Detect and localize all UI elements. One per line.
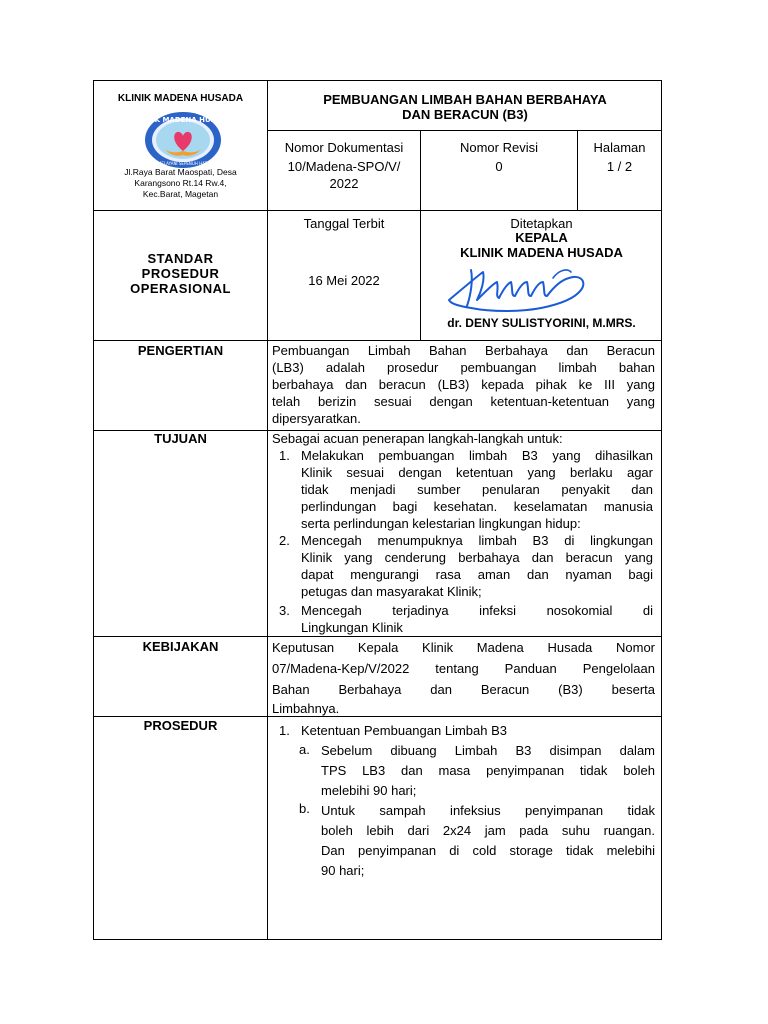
kebijakan-line-4: Limbahnya.: [272, 701, 340, 716]
issue-date-label: Tanggal Terbit: [303, 216, 385, 231]
logo-motto: MELAYANI SEPENUH HATI: [157, 161, 209, 166]
border-left: [93, 80, 94, 940]
tujuan-item-1-num: 1.: [279, 448, 290, 463]
tujuan-intro: Sebagai acuan penerapan langkah-langkah untuk:: [272, 431, 563, 446]
clinic-address-1: Jl.Raya Barat Maospati, Desa: [124, 167, 237, 177]
tujuan-label: TUJUAN: [154, 431, 207, 446]
prosedur-item-1-text: Ketentuan Pembuangan Limbah B3: [301, 723, 507, 738]
tujuan-item-2-line-1: Mencegah menumpuknya limbah B3 di lingkungan: [301, 533, 653, 548]
doc-number-label: Nomor Dokumentasi: [284, 140, 404, 155]
pengertian-line-4: telah berizin sesuai dengan ketentuan-ketentuan yang: [272, 394, 655, 409]
tujuan-item-3-line-1: Mencegah terjadinya infeksi nosokomial di: [301, 603, 653, 618]
tujuan-item-2-num: 2.: [279, 533, 290, 548]
document-title-line-2: DAN BERACUN (B3): [402, 107, 528, 122]
prosedur-item-1-num: 1.: [279, 723, 290, 738]
issue-date-value: 16 Mei 2022: [308, 273, 380, 288]
clinic-logo: [133, 111, 233, 169]
prosedur-sub-a-line-3: melebihi 90 hari;: [321, 783, 417, 798]
document-title-line-1: PEMBUANGAN LIMBAH BAHAN BERBAHAYA: [323, 92, 607, 107]
clinic-address-2: Karangsono Rt.14 Rw.4,: [134, 178, 227, 188]
header-divider: [93, 210, 662, 211]
sop-label-1: STANDAR: [147, 251, 214, 266]
sop-label-2: PROSEDUR: [141, 266, 220, 281]
column-divider: [267, 80, 268, 940]
sop-divider: [93, 340, 662, 341]
pengertian-line-3: berbahaya dan beracun (LB3) kepada pihak ke III yang: [272, 377, 655, 392]
prosedur-sub-a-line-1: Sebelum dibuang Limbah B3 disimpan dalam: [321, 743, 655, 758]
approver-name: dr. DENY SULISTYORINI, M.MRS.: [447, 316, 636, 330]
tujuan-item-1-line-5: serta perlindungan kelestarian lingkungan hidup:: [301, 516, 581, 531]
prosedur-sub-b-line-2: boleh lebih dari 2x24 jam pada suhu ruangan.: [321, 823, 655, 838]
pengertian-line-2: (LB3) adalah prosedur pembuangan limbah bahan: [272, 360, 655, 375]
prosedur-sub-a-letter: a.: [299, 742, 310, 757]
border-bottom: [93, 939, 662, 940]
page-label: Halaman: [593, 140, 646, 155]
prosedur-label: PROSEDUR: [143, 718, 218, 733]
approver-title-1: KEPALA: [515, 230, 568, 245]
prosedur-sub-b-line-1: Untuk sampah infeksius penyimpanan tidak: [321, 803, 655, 818]
page-value: 1 / 2: [606, 159, 633, 174]
prosedur-sub-b-letter: b.: [299, 801, 310, 816]
pengertian-line-1: Pembuangan Limbah Bahan Berbahaya dan Beracun: [272, 343, 655, 358]
title-divider: [267, 130, 662, 131]
tujuan-item-3-num: 3.: [279, 603, 290, 618]
pengertian-label: PENGERTIAN: [137, 343, 224, 358]
kebijakan-label: KEBIJAKAN: [142, 639, 219, 654]
clinic-name: KLINIK MADENA HUSADA: [117, 93, 244, 104]
tujuan-item-1-line-3: tidak menjadi sumber penularan penyakit dan: [301, 482, 653, 497]
sop-label-3: OPERASIONAL: [130, 281, 231, 296]
border-top: [93, 80, 662, 81]
border-right: [661, 80, 662, 940]
revision-label: Nomor Revisi: [459, 140, 538, 155]
kebijakan-line-1: Keputusan Kepala Klinik Madena Husada Nomor: [272, 640, 655, 655]
tujuan-item-1-line-4: perlindungan bagi kesehatan. keselamatan manusia: [301, 499, 653, 514]
prosedur-sub-a-line-2: TPS LB3 dan masa penyimpanan tidak boleh: [321, 763, 655, 778]
tujuan-item-1-line-1: Melakukan pembuangan limbah B3 yang dihasilkan: [301, 448, 653, 463]
tujuan-item-2-line-4: petugas dan masyarakat Klinik;: [301, 584, 482, 599]
revision-value: 0: [495, 159, 503, 174]
approver-title-2: KLINIK MADENA HUSADA: [460, 245, 623, 260]
pengertian-line-5: dipersyaratkan.: [272, 411, 361, 426]
clinic-address-3: Kec.Barat, Magetan: [142, 189, 219, 199]
tujuan-item-3-line-2: Lingkungan Klinik: [301, 620, 403, 635]
prosedur-sub-b-line-3: Dan penyimpanan di cold storage tidak melebihi: [321, 843, 655, 858]
tujuan-item-2-line-3: dapat mengurangi rasa aman dan nyaman bagi: [301, 567, 653, 582]
sop-document: [93, 80, 662, 940]
kebijakan-line-2: 07/Madena-Kep/V/2022 tentang Panduan Pengelolaan: [272, 661, 655, 676]
logo-text: KLINIK MADENA HUSADA: [133, 116, 233, 124]
kebijakan-line-3: Bahan Berbahaya dan Beracun (B3) beserta: [272, 682, 655, 697]
prosedur-sub-b-line-4: 90 hari;: [321, 863, 365, 878]
tujuan-item-1-line-2: Klinik sesuai dengan ketentuan yang berlaku agar: [301, 465, 653, 480]
tujuan-item-2-line-2: Klinik yang cenderung berbahaya dan beracun yang: [301, 550, 653, 565]
doc-number-value-2: 2022: [329, 176, 359, 191]
signature: [441, 260, 611, 316]
tujuan-divider: [93, 636, 662, 637]
doc-number-value-1: 10/Madena-SPO/V/: [287, 159, 401, 174]
approved-label: Ditetapkan: [510, 216, 573, 231]
